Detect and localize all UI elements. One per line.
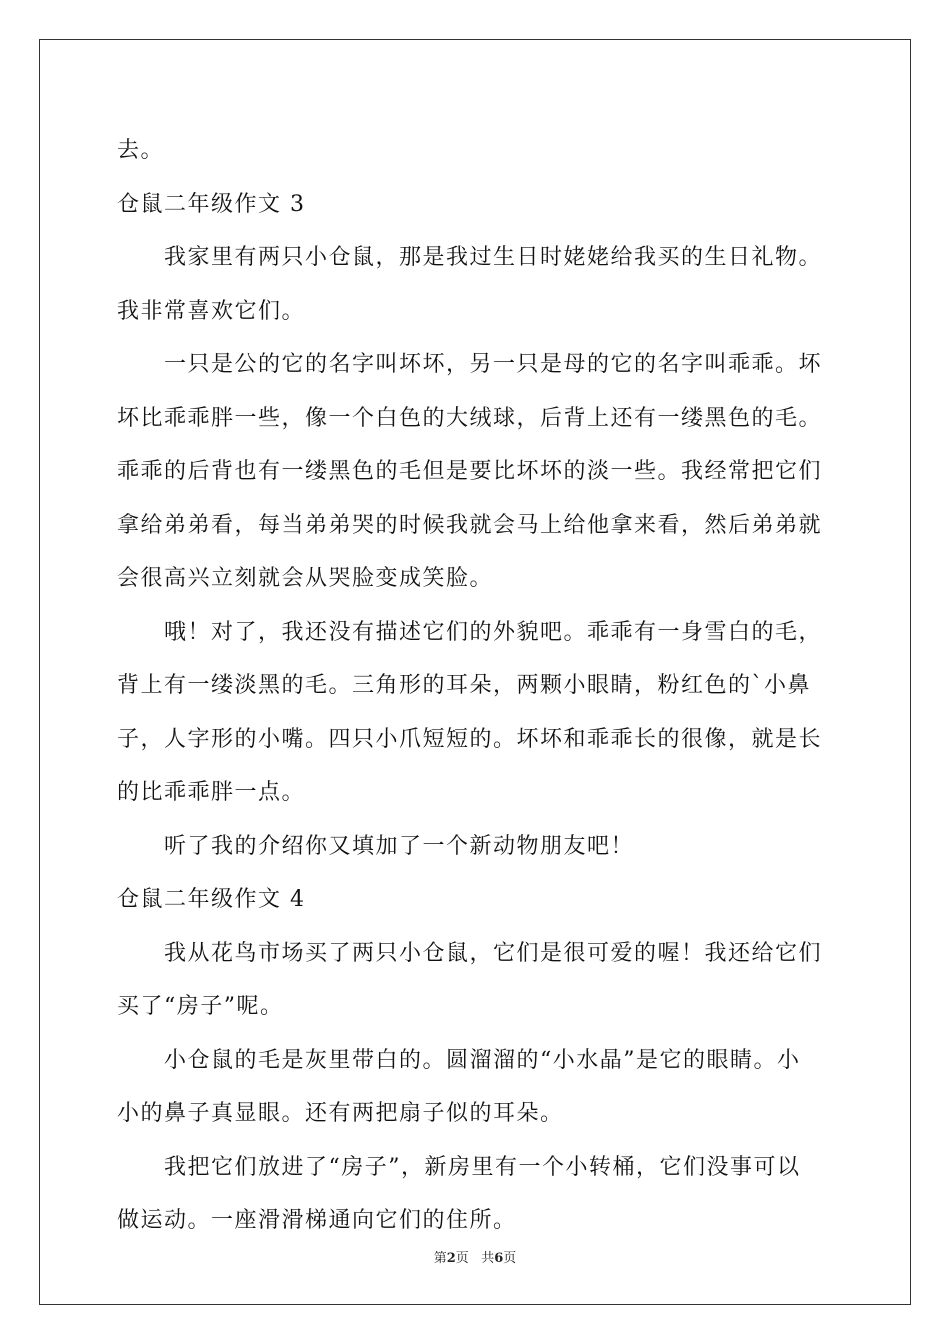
total-suffix: 页 <box>503 1251 517 1266</box>
text-line: 拿给弟弟看，每当弟弟哭的时候我就会马上给他拿来看，然后弟弟就 <box>117 512 823 538</box>
text-line: 我把它们放进了“房子”，新房里有一个小转桶，它们没事可以 <box>164 1154 801 1180</box>
page-number: 2 <box>446 1251 456 1266</box>
text-line: 做运动。一座滑滑梯通向它们的住所。 <box>117 1208 517 1233</box>
total-prefix: 共 <box>481 1251 495 1266</box>
text-line: 我非常喜欢它们。 <box>117 298 306 324</box>
text-line: 会很高兴立刻就会从哭脸变成笑脸。 <box>117 566 494 591</box>
text-line: 背上有一缕淡黑的毛。三角形的耳朵，两颗小眼睛，粉红色的`小鼻 <box>117 673 812 698</box>
text-line: 买了“房子”呢。 <box>117 994 284 1019</box>
page-prefix: 第 <box>433 1251 447 1266</box>
text-line: 哦！对了，我还没有描述它们的外貌吧。乖乖有一身雪白的毛， <box>164 619 823 645</box>
text-line: 小仓鼠的毛是灰里带白的。圆溜溜的“小水晶”是它的眼睛。小 <box>164 1047 801 1073</box>
text-line: 我从花鸟市场买了两只小仓鼠，它们是很可爱的喔！我还给它们 <box>164 940 823 966</box>
text-line: 乖乖的后背也有一缕黑色的毛但是要比坏坏的淡一些。我经常把它们 <box>117 459 823 484</box>
page-suffix: 页 <box>455 1251 469 1266</box>
text-line: 我家里有两只小仓鼠，那是我过生日时姥姥给我买的生日礼物。 <box>164 245 823 270</box>
text-line: 坏比乖乖胖一些，像一个白色的大绒球，后背上还有一缕黑色的毛。 <box>117 405 823 431</box>
text-line: 的比乖乖胖一点。 <box>117 780 306 805</box>
total-pages: 6 <box>494 1251 504 1266</box>
text-line: 一只是公的它的名字叫坏坏，另一只是母的它的名字叫乖乖。坏 <box>164 352 823 377</box>
text-line: 小的鼻子真显眼。还有两把扇子似的耳朵。 <box>117 1101 564 1126</box>
text-line: 听了我的介绍你又填加了一个新动物朋友吧！ <box>164 833 635 859</box>
page-footer <box>0 1247 950 1266</box>
text-line: 去。 <box>117 138 165 163</box>
section-heading: 仓鼠二年级作文 3 <box>117 191 306 217</box>
text-line: 子，人字形的小嘴。四只小爪短短的。坏坏和乖乖长的很像，就是长 <box>117 726 823 752</box>
document-body <box>117 124 839 1248</box>
section-heading: 仓鼠二年级作文 4 <box>117 887 306 912</box>
